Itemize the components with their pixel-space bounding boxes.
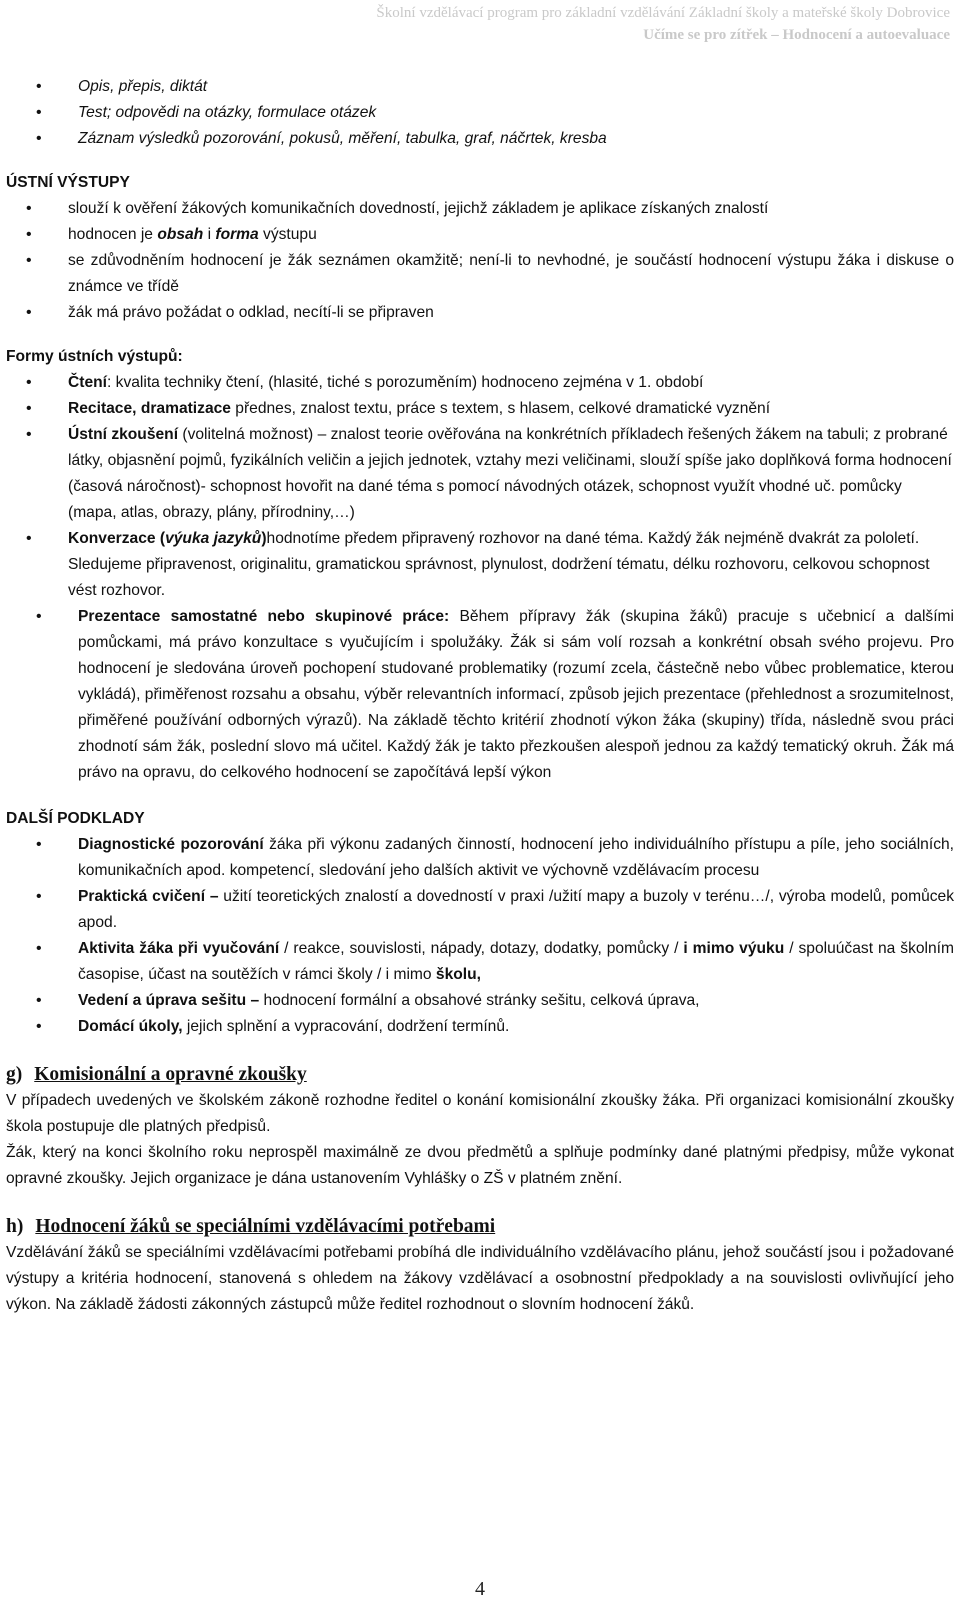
list-item: • Konverzace (výuka jazyků)hodnotíme předem připravený rozhovor na dané téma. Každý žák nejméně dvakrát za pololetí. Sledujeme připravenost, originalitu, gramatickou správnost, plynulost, dodržení tématu, délku rozhovoru, celkovou schopnost vést rozhovor. <box>6 526 954 604</box>
section-g-paragraph-2: Žák, který na konci školního roku neprospěl maximálně ze dvou předmětů a splňuje podmínky dané platnými předpisy, může vykonat opravné zkoušky. Jejich organizace je dána ustanovením Vyhlášky o ZŠ v platném znění. <box>6 1144 954 1187</box>
list-item: • Aktivita žáka při vyučování / reakce, souvislosti, nápady, dotazy, dodatky, pomůcky / i mimo výuku / spoluúčast na školním časopise, účast na soutěžích v rámci školy / i mimo školu, <box>6 936 954 988</box>
header-line-2: Učíme se pro zítřek – Hodnocení a autoevaluace <box>643 27 950 43</box>
section-g-title: Komisionální a opravné zkoušky <box>34 1064 307 1085</box>
forms-list <box>6 370 954 604</box>
list-item: • Prezentace samostatné nebo skupinové práce: Během přípravy žák (skupina žáků) pracuje s učebnicí a dalšími pomůckami, má právo konzultace s vyučujícím i spolužáky. Žák si sám volí rozsah a konkrétní obsah svého projevu. Pro hodnocení je sledována úroveň pochopení studované problematiky (rozumí zcela, částečně nebo vůbec problematice, kterou vykládá), přiměřenost rozsahu a obsahu, výběr relevantních informací, způsob jejich prezentace (přehlednost a srozumitelnost, přiměřené používání odborných výrazů). Na základě těchto kritérií zhodnotí výkon žáka (skupiny) třída, následně svou práci zhodnotí sám žák, poslední slovo má učitel. Každý žák je takto přezkoušen alespoň jednou za každý tematický okruh. Žák má právo na opravu, do celkového hodnocení se započítává lepší výkon <box>6 604 954 786</box>
oral-heading: ÚSTNÍ VÝSTUPY <box>6 174 130 191</box>
list-item: • Test; odpovědi na otázky, formulace otázek <box>6 100 954 126</box>
list-item: • žák má právo požádat o odklad, necítí-li se připraven <box>6 300 954 326</box>
list-item: • Opis, přepis, diktát <box>6 74 954 100</box>
page-header <box>0 2 950 46</box>
list-item: • Vedení a úprava sešitu – hodnocení formální a obsahové stránky sešitu, celková úprava, <box>6 988 954 1014</box>
other-list <box>6 832 954 1040</box>
document-body <box>6 74 954 1318</box>
other-heading: DALŠÍ PODKLADY <box>6 810 145 827</box>
list-item: • Čtení: kvalita techniky čtení, (hlasité, tiché s porozuměním) hodnoceno zejména v 1. období <box>6 370 954 396</box>
list-item: • se zdůvodněním hodnocení je žák seznámen okamžitě; není-li to nevhodné, je součástí hodnocení výstupu žáka i diskuse o známce ve třídě <box>6 248 954 300</box>
section-h-paragraph-1: Vzdělávání žáků se speciálními vzdělávacími potřebami probíhá dle individuálního vzdělávacího plánu, jehož součástí jsou i požadované výstupy a kritéria hodnocení, stanovená s ohledem na žákovy vzdělávací a osobnostní předpoklady a na souvislosti ovlivňující jeho výkon. Na základě žádosti zákonných zástupců může ředitel rozhodnout o slovním hodnocení žáků. <box>6 1244 954 1313</box>
section-g-letter: g) <box>6 1064 23 1085</box>
section-g-heading <box>6 1062 954 1088</box>
oral-list <box>6 196 954 326</box>
section-h-letter: h) <box>6 1216 24 1237</box>
section-g-paragraph-1: V případech uvedených ve školském zákoně rozhodne ředitel o konání komisionální zkoušky žáka. Při organizaci komisionální zkoušky škola postupuje dle platných předpisů. <box>6 1092 954 1135</box>
list-item: • Záznam výsledků pozorování, pokusů, měření, tabulka, graf, náčrtek, kresba <box>6 126 954 152</box>
section-h-title: Hodnocení žáků se speciálními vzdělávacími potřebami <box>35 1216 496 1237</box>
forms-list-presentation <box>6 604 954 786</box>
written-list <box>6 74 954 152</box>
forms-heading: Formy ústních výstupů: <box>6 348 183 365</box>
list-item: • Recitace, dramatizace přednes, znalost textu, práce s textem, s hlasem, celkové dramatické vyznění <box>6 396 954 422</box>
section-h-heading <box>6 1214 954 1240</box>
list-item: • Ústní zkoušení (volitelná možnost) – znalost teorie ověřována na konkrétních příkladech řešených žákem na tabuli; z probrané látky, objasnění pojmů, fyzikálních veličin a jejich jednotek, vztahy mezi veličinami, slouží spíše jako doplňková forma hodnocení (časová náročnost)- schopnost hovořit na dané téma s pomocí návodných otázek, schopnost využít vhodné uč. pomůcky (mapa, atlas, obrazy, plány, přírodniny,…) <box>6 422 954 526</box>
list-item: • Diagnostické pozorování žáka při výkonu zadaných činností, hodnocení jeho individuálního přístupu a píle, jeho sociálních, komunikačních apod. kompetencí, sledování jeho dalších aktivit ve výchovně vzdělávacím procesu <box>6 832 954 884</box>
list-item: • Praktická cvičení – užití teoretických znalostí a dovedností v praxi /užití mapy a buzoly v terénu…/, výroba modelů, pomůcek apod. <box>6 884 954 936</box>
page-number: 4 <box>475 1578 485 1600</box>
list-item: • hodnocen je obsah i forma výstupu <box>6 222 954 248</box>
list-item: • slouží k ověření žákových komunikačních dovedností, jejichž základem je aplikace získaných znalostí <box>6 196 954 222</box>
header-line-1: Školní vzdělávací program pro základní vzdělávání Základní školy a mateřské školy Dobrovice <box>376 5 950 21</box>
list-item: • Domácí úkoly, jejich splnění a vypracování, dodržení termínů. <box>6 1014 954 1040</box>
